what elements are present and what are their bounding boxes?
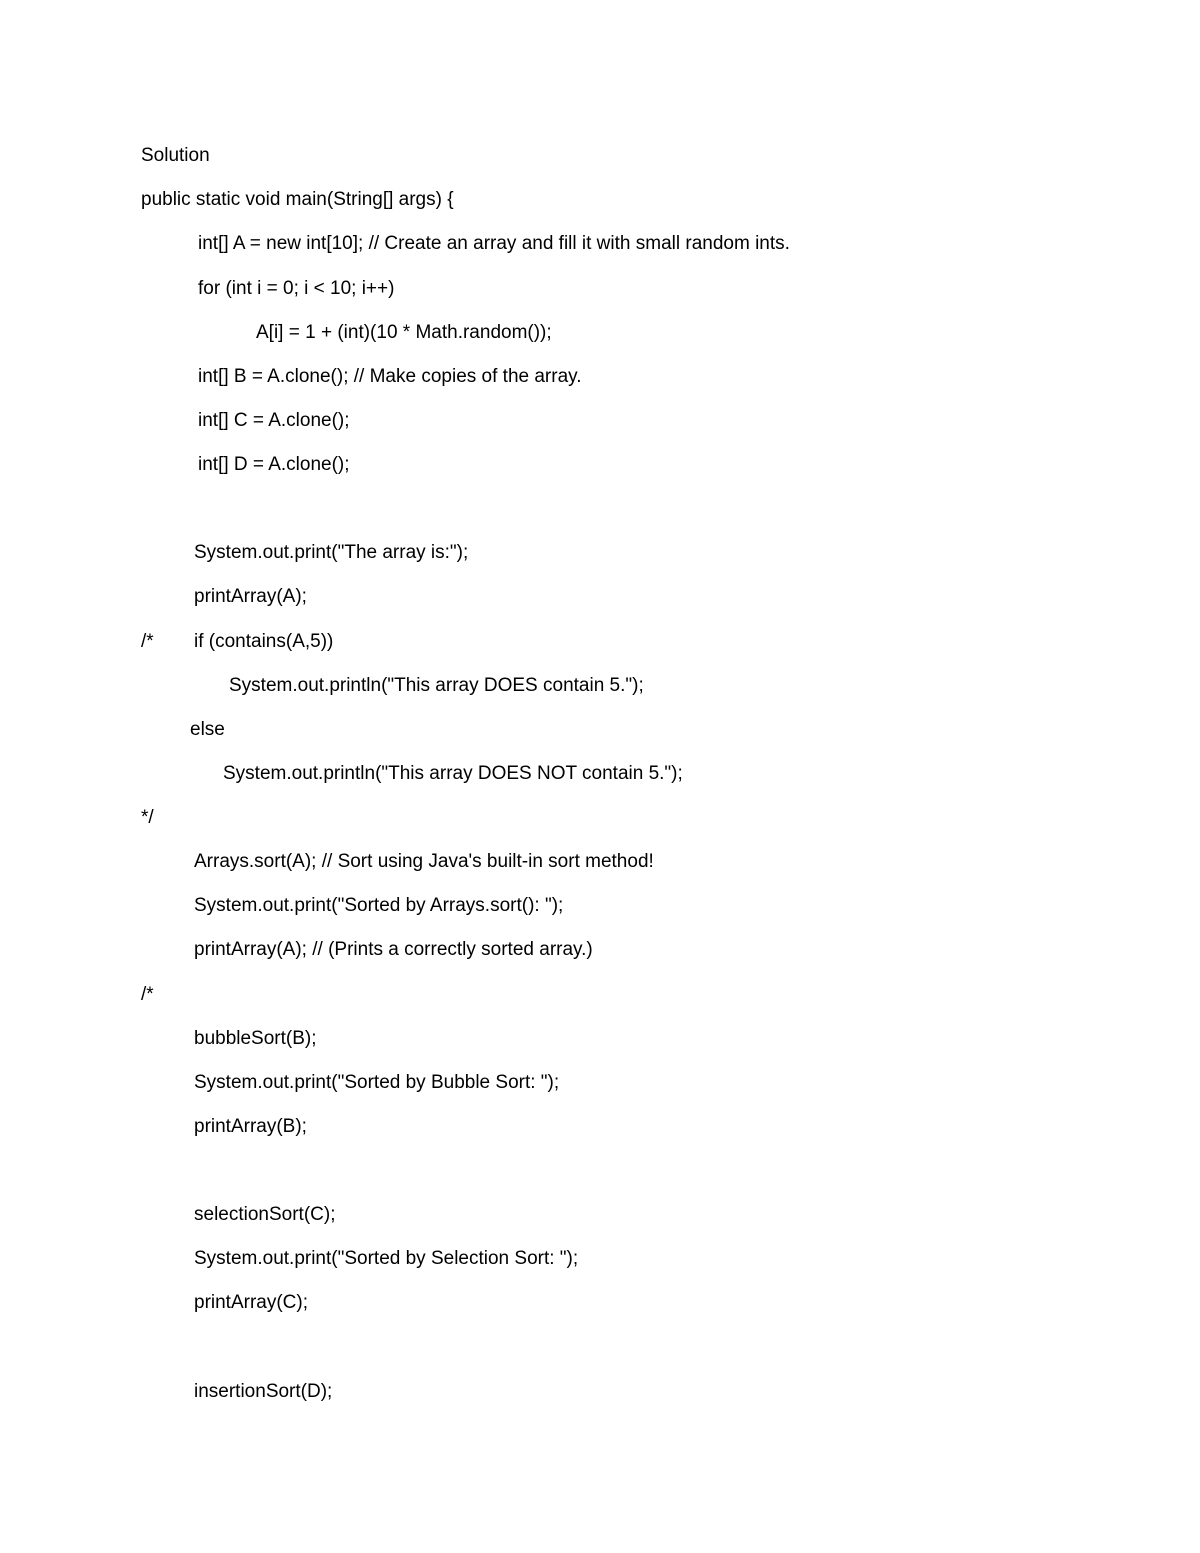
code-line: System.out.print("Sorted by Arrays.sort(): "); bbox=[194, 895, 564, 916]
code-line: Arrays.sort(A); // Sort using Java's built-in sort method! bbox=[194, 851, 654, 872]
comment-open: /* bbox=[141, 631, 154, 652]
comment-open: /* bbox=[141, 984, 154, 1005]
code-line: System.out.print("The array is:"); bbox=[194, 542, 469, 563]
document-title: Solution bbox=[141, 145, 210, 166]
code-line: insertionSort(D); bbox=[194, 1381, 333, 1402]
code-line: public static void main(String[] args) { bbox=[141, 189, 454, 210]
code-line: int[] D = A.clone(); bbox=[198, 454, 350, 475]
code-line: selectionSort(C); bbox=[194, 1204, 336, 1225]
code-line: printArray(B); bbox=[194, 1116, 307, 1137]
code-line: bubbleSort(B); bbox=[194, 1028, 317, 1049]
code-line: if (contains(A,5)) bbox=[194, 631, 334, 652]
code-line: for (int i = 0; i < 10; i++) bbox=[198, 278, 395, 299]
code-line: printArray(C); bbox=[194, 1292, 309, 1313]
code-line: A[i] = 1 + (int)(10 * Math.random()); bbox=[256, 322, 552, 343]
comment-close: */ bbox=[141, 807, 154, 828]
code-line: int[] C = A.clone(); bbox=[198, 410, 350, 431]
code-line: System.out.print("Sorted by Selection Sort: "); bbox=[194, 1248, 579, 1269]
code-line: printArray(A); // (Prints a correctly sorted array.) bbox=[194, 939, 593, 960]
code-line: int[] A = new int[10]; // Create an array and fill it with small random ints. bbox=[198, 233, 790, 254]
code-line: System.out.print("Sorted by Bubble Sort: "); bbox=[194, 1072, 560, 1093]
code-line: System.out.println("This array DOES NOT contain 5."); bbox=[223, 763, 683, 784]
code-line: int[] B = A.clone(); // Make copies of the array. bbox=[198, 366, 582, 387]
code-line: System.out.println("This array DOES contain 5."); bbox=[229, 675, 644, 696]
code-line: else bbox=[190, 719, 225, 740]
code-line: printArray(A); bbox=[194, 586, 307, 607]
